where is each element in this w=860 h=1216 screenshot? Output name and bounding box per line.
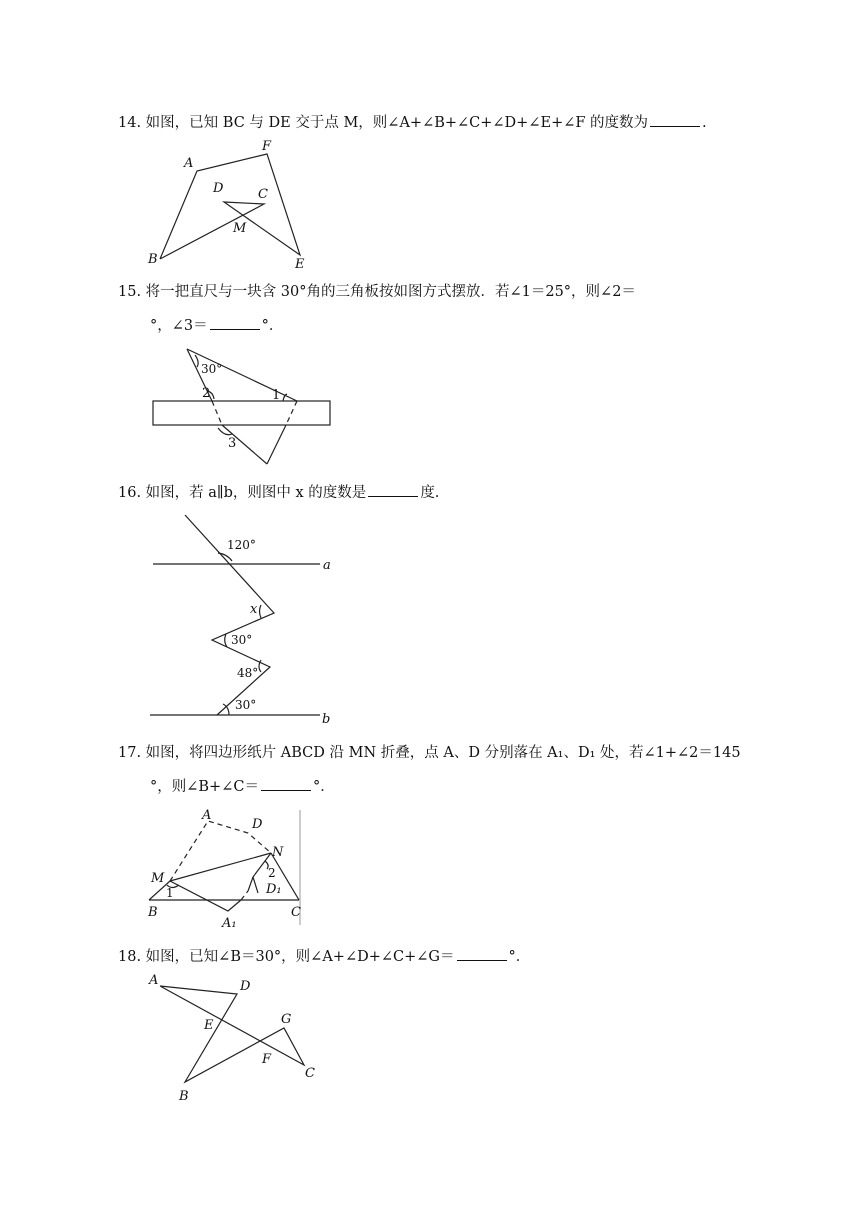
q15-number: 15. [118, 284, 142, 300]
q17-line1: 如图，将四边形纸片 ABCD 沿 MN 折叠，点 A、D 分别落在 A₁、D₁ 处，若∠1+∠2＝145 [145, 745, 741, 761]
q16-label-48: 48° [237, 666, 259, 680]
q17-label-A: A [202, 808, 212, 823]
q18-label-A: A [149, 973, 159, 988]
q18-label-D: D [240, 979, 251, 994]
q17-label-D: D [252, 817, 263, 832]
q15-line1: 将一把直尺与一块含 30°角的三角板按如图方式摆放．若∠1＝25°，则∠2＝ [145, 284, 636, 300]
q16-label-120: 120° [227, 538, 256, 552]
q18-figure [140, 968, 330, 1108]
q16-end: 度. [420, 485, 440, 501]
q17-label-D1: D₁ [266, 882, 282, 897]
q14-figure [140, 134, 320, 274]
q16-label-a: a [323, 558, 331, 573]
q15-line2b: °． [261, 318, 284, 334]
q14-label-B: B [148, 252, 158, 267]
q18-label-G: G [281, 1012, 292, 1027]
q17-number: 17. [118, 745, 142, 761]
q18-label-B: B [179, 1089, 189, 1104]
q14-label-D: D [213, 181, 224, 196]
q16-answer-blank [368, 482, 418, 497]
q17-label-B: B [148, 905, 158, 920]
q18-label-C: C [305, 1066, 315, 1081]
q18-answer-blank [457, 946, 507, 961]
q15-ruler [153, 401, 330, 425]
q14-number: 14. [118, 115, 142, 131]
q16-label-x: x [250, 602, 258, 617]
question-14 [118, 112, 707, 133]
q14-label-C: C [258, 187, 268, 202]
q15-figure [145, 342, 340, 470]
q17-answer-blank [261, 776, 311, 791]
q15-label-1: 1 [272, 388, 281, 403]
q14-figure-lines [160, 154, 300, 259]
q14-label-F: F [262, 139, 272, 154]
q17-label-N: N [272, 845, 284, 860]
q17-label-1: 1 [166, 886, 174, 900]
q14-label-E: E [295, 257, 305, 272]
q18-label-F: F [262, 1052, 272, 1067]
question-17 [118, 743, 741, 763]
q14-label-M: M [233, 221, 247, 236]
question-15-cont [150, 315, 283, 336]
q14-text: 如图，已知 BC 与 DE 交于点 M，则∠A+∠B+∠C+∠D+∠E+∠F 的度数为 [145, 115, 649, 131]
q17-line2b: °． [312, 779, 335, 795]
question-18 [118, 946, 530, 967]
q17-label-2: 2 [268, 866, 276, 880]
q18-label-E: E [204, 1018, 214, 1033]
question-16 [118, 482, 439, 503]
q17-label-C: C [291, 905, 301, 920]
q16-number: 16. [118, 485, 142, 501]
q15-answer-blank-3 [210, 315, 260, 330]
question-15 [118, 282, 636, 302]
q16-figure [145, 510, 345, 726]
q18-text: 如图，已知∠B＝30°，则∠A+∠D+∠C+∠G＝ [145, 949, 455, 965]
q18-end: °． [508, 949, 531, 965]
q17-figure [145, 805, 310, 930]
q17-label-M: M [151, 871, 165, 886]
q15-label-30: 30° [201, 362, 223, 376]
q15-label-3: 3 [228, 436, 237, 451]
q15-line2a: °，∠3＝ [150, 318, 208, 334]
q16-label-30-bottom: 30° [235, 698, 257, 712]
q16-label-30-top: 30° [231, 633, 253, 647]
q16-label-b: b [322, 712, 331, 726]
q15-label-2: 2 [202, 386, 211, 401]
question-17-cont [150, 776, 335, 797]
q14-label-A: A [184, 156, 194, 171]
q16-text: 如图，若 a∥b，则图中 x 的度数是 [145, 485, 367, 501]
q14-answer-blank [650, 112, 700, 127]
q17-line2a: °，则∠B+∠C＝ [150, 779, 259, 795]
q14-end: . [702, 115, 707, 131]
q18-number: 18. [118, 949, 142, 965]
q17-label-A1: A₁ [222, 916, 237, 930]
